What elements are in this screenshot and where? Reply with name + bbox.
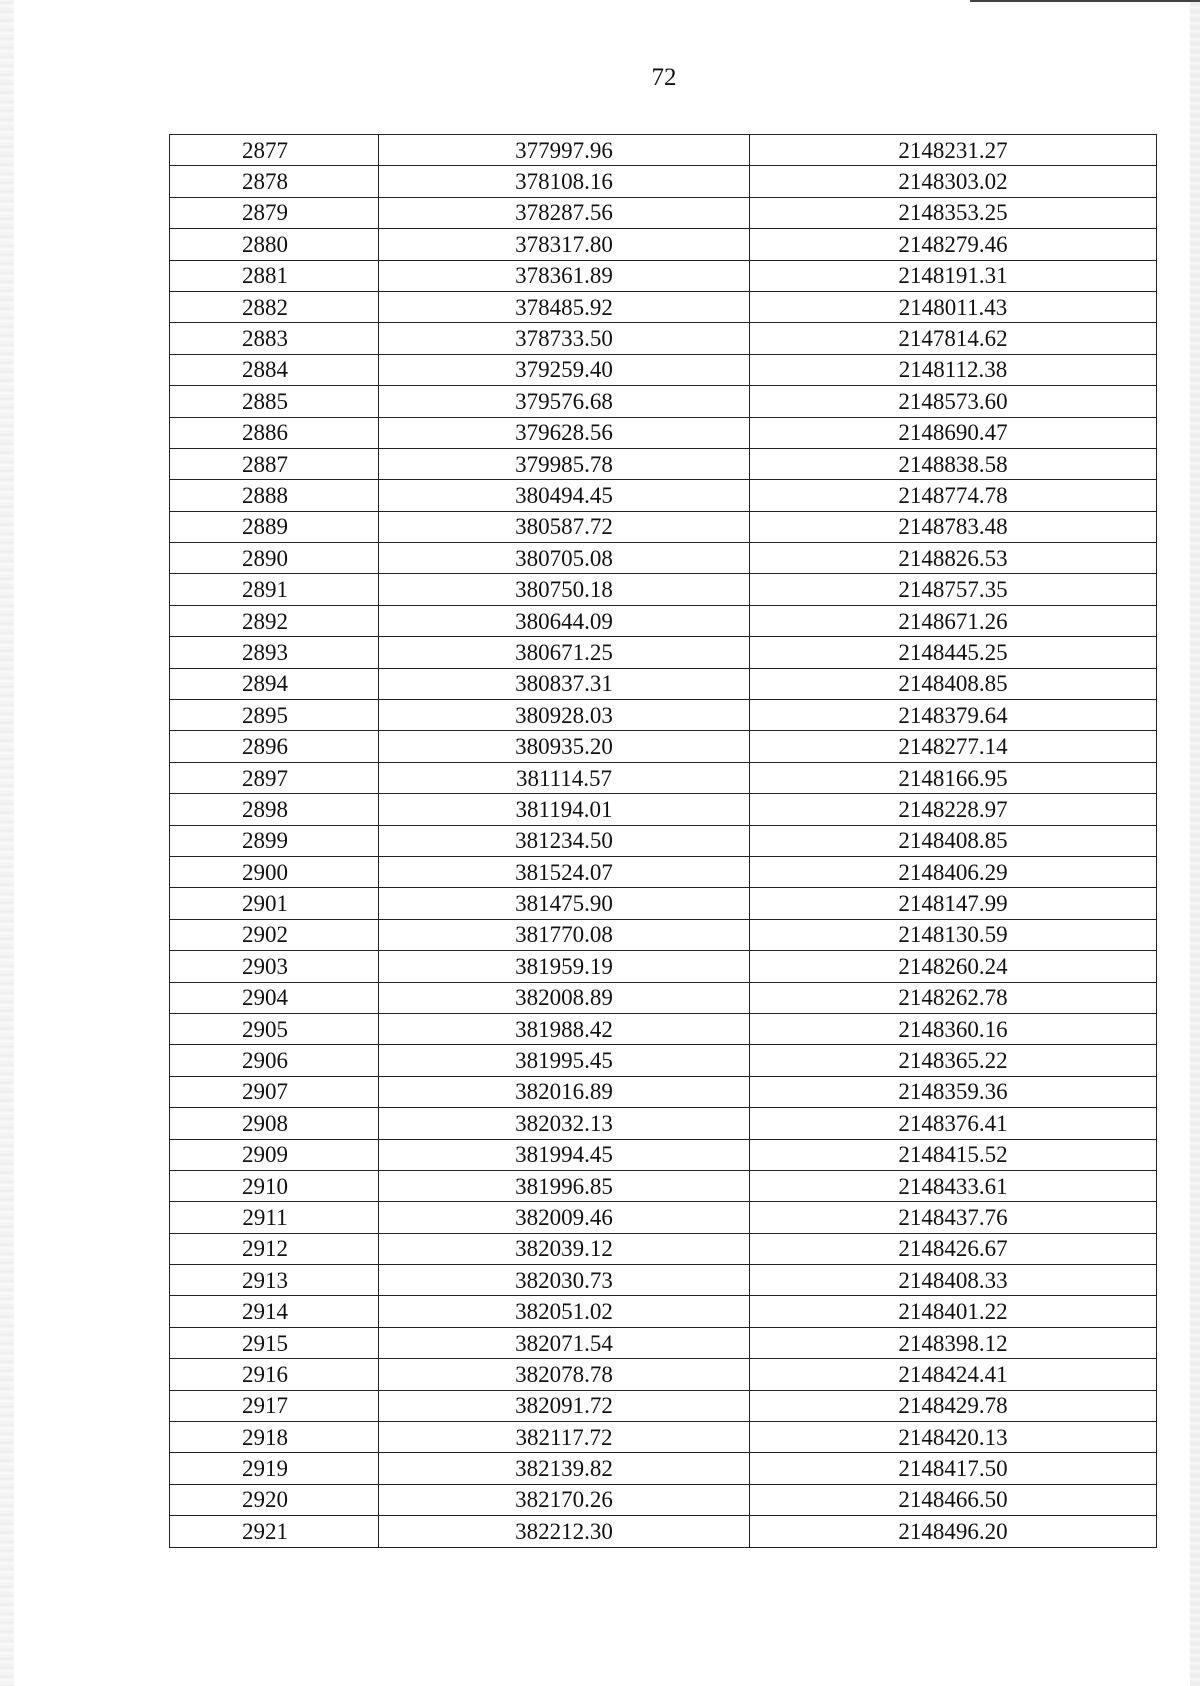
table-row	[170, 1422, 1157, 1453]
page-number: 72	[651, 64, 677, 91]
x-coordinate-cell: 381770.08	[379, 919, 750, 950]
point-id-cell: 2910	[170, 1170, 379, 1201]
x-coordinate-cell: 381959.19	[379, 951, 750, 982]
y-coordinate-cell: 2148191.31	[750, 260, 1157, 291]
x-coordinate-cell: 382051.02	[379, 1296, 750, 1327]
x-coordinate-cell: 382016.89	[379, 1076, 750, 1107]
point-id-cell: 2892	[170, 605, 379, 636]
point-id-cell: 2914	[170, 1296, 379, 1327]
x-coordinate-cell: 381234.50	[379, 825, 750, 856]
x-coordinate-cell: 381996.85	[379, 1170, 750, 1201]
table-row	[170, 291, 1157, 322]
x-coordinate-cell: 382212.30	[379, 1516, 750, 1547]
x-coordinate-cell: 381988.42	[379, 1013, 750, 1044]
point-id-cell: 2887	[170, 448, 379, 479]
x-coordinate-cell: 378733.50	[379, 323, 750, 354]
y-coordinate-cell: 2148408.85	[750, 668, 1157, 699]
table-row	[170, 605, 1157, 636]
x-coordinate-cell: 377997.96	[379, 135, 750, 166]
point-id-cell: 2877	[170, 135, 379, 166]
y-coordinate-cell: 2148231.27	[750, 135, 1157, 166]
table-row	[170, 480, 1157, 511]
y-coordinate-cell: 2148420.13	[750, 1422, 1157, 1453]
y-coordinate-cell: 2148401.22	[750, 1296, 1157, 1327]
table-row	[170, 1076, 1157, 1107]
x-coordinate-cell: 381475.90	[379, 888, 750, 919]
x-coordinate-cell: 381524.07	[379, 856, 750, 887]
point-id-cell: 2893	[170, 637, 379, 668]
point-id-cell: 2890	[170, 543, 379, 574]
table-row	[170, 856, 1157, 887]
x-coordinate-cell: 378287.56	[379, 197, 750, 228]
x-coordinate-cell: 380750.18	[379, 574, 750, 605]
y-coordinate-cell: 2148671.26	[750, 605, 1157, 636]
point-id-cell: 2916	[170, 1359, 379, 1390]
x-coordinate-cell: 381194.01	[379, 794, 750, 825]
x-coordinate-cell: 382030.73	[379, 1265, 750, 1296]
x-coordinate-cell: 378485.92	[379, 291, 750, 322]
point-id-cell: 2878	[170, 166, 379, 197]
y-coordinate-cell: 2148774.78	[750, 480, 1157, 511]
x-coordinate-cell: 379628.56	[379, 417, 750, 448]
y-coordinate-cell: 2148757.35	[750, 574, 1157, 605]
x-coordinate-cell: 380837.31	[379, 668, 750, 699]
table-row	[170, 166, 1157, 197]
table-row	[170, 825, 1157, 856]
y-coordinate-cell: 2148429.78	[750, 1390, 1157, 1421]
point-id-cell: 2903	[170, 951, 379, 982]
point-id-cell: 2911	[170, 1202, 379, 1233]
y-coordinate-cell: 2147814.62	[750, 323, 1157, 354]
point-id-cell: 2918	[170, 1422, 379, 1453]
table-row	[170, 762, 1157, 793]
y-coordinate-cell: 2148838.58	[750, 448, 1157, 479]
y-coordinate-cell: 2148417.50	[750, 1453, 1157, 1484]
y-coordinate-cell: 2148277.14	[750, 731, 1157, 762]
table-row	[170, 1359, 1157, 1390]
table-row	[170, 1296, 1157, 1327]
table-row	[170, 1453, 1157, 1484]
x-coordinate-cell: 380935.20	[379, 731, 750, 762]
point-id-cell: 2902	[170, 919, 379, 950]
point-id-cell: 2888	[170, 480, 379, 511]
y-coordinate-cell: 2148437.76	[750, 1202, 1157, 1233]
table-row	[170, 1516, 1157, 1547]
x-coordinate-cell: 382008.89	[379, 982, 750, 1013]
table-row	[170, 794, 1157, 825]
x-coordinate-cell: 382091.72	[379, 1390, 750, 1421]
point-id-cell: 2879	[170, 197, 379, 228]
point-id-cell: 2904	[170, 982, 379, 1013]
x-coordinate-cell: 380494.45	[379, 480, 750, 511]
point-id-cell: 2895	[170, 700, 379, 731]
table-row	[170, 1202, 1157, 1233]
y-coordinate-cell: 2148262.78	[750, 982, 1157, 1013]
y-coordinate-cell: 2148376.41	[750, 1108, 1157, 1139]
x-coordinate-cell: 381994.45	[379, 1139, 750, 1170]
point-id-cell: 2915	[170, 1327, 379, 1358]
scan-edge-left	[0, 0, 14, 1686]
y-coordinate-cell: 2148466.50	[750, 1484, 1157, 1515]
y-coordinate-cell: 2148445.25	[750, 637, 1157, 668]
x-coordinate-cell: 382009.46	[379, 1202, 750, 1233]
scan-top-rule	[970, 0, 1200, 2]
table-row	[170, 417, 1157, 448]
x-coordinate-cell: 381995.45	[379, 1045, 750, 1076]
point-id-cell: 2897	[170, 762, 379, 793]
point-id-cell: 2891	[170, 574, 379, 605]
y-coordinate-cell: 2148379.64	[750, 700, 1157, 731]
point-id-cell: 2907	[170, 1076, 379, 1107]
point-id-cell: 2881	[170, 260, 379, 291]
point-id-cell: 2885	[170, 386, 379, 417]
coordinate-table-body	[170, 135, 1157, 1548]
table-row	[170, 919, 1157, 950]
table-row	[170, 731, 1157, 762]
point-id-cell: 2912	[170, 1233, 379, 1264]
x-coordinate-cell: 378317.80	[379, 229, 750, 260]
x-coordinate-cell: 382139.82	[379, 1453, 750, 1484]
table-row	[170, 1327, 1157, 1358]
table-row	[170, 888, 1157, 919]
table-row	[170, 1265, 1157, 1296]
y-coordinate-cell: 2148011.43	[750, 291, 1157, 322]
point-id-cell: 2919	[170, 1453, 379, 1484]
y-coordinate-cell: 2148424.41	[750, 1359, 1157, 1390]
x-coordinate-cell: 381114.57	[379, 762, 750, 793]
table-row	[170, 1013, 1157, 1044]
table-row	[170, 637, 1157, 668]
table-row	[170, 135, 1157, 166]
table-row	[170, 982, 1157, 1013]
y-coordinate-cell: 2148426.67	[750, 1233, 1157, 1264]
point-id-cell: 2906	[170, 1045, 379, 1076]
y-coordinate-cell: 2148690.47	[750, 417, 1157, 448]
point-id-cell: 2901	[170, 888, 379, 919]
scan-edge-right	[1190, 0, 1200, 1686]
table-row	[170, 951, 1157, 982]
x-coordinate-cell: 380705.08	[379, 543, 750, 574]
x-coordinate-cell: 379576.68	[379, 386, 750, 417]
table-row	[170, 229, 1157, 260]
y-coordinate-cell: 2148303.02	[750, 166, 1157, 197]
point-id-cell: 2900	[170, 856, 379, 887]
table-row	[170, 1390, 1157, 1421]
point-id-cell: 2898	[170, 794, 379, 825]
point-id-cell: 2883	[170, 323, 379, 354]
y-coordinate-cell: 2148279.46	[750, 229, 1157, 260]
table-row	[170, 700, 1157, 731]
x-coordinate-cell: 380644.09	[379, 605, 750, 636]
y-coordinate-cell: 2148360.16	[750, 1013, 1157, 1044]
y-coordinate-cell: 2148130.59	[750, 919, 1157, 950]
x-coordinate-cell: 382117.72	[379, 1422, 750, 1453]
y-coordinate-cell: 2148166.95	[750, 762, 1157, 793]
x-coordinate-cell: 380671.25	[379, 637, 750, 668]
y-coordinate-cell: 2148365.22	[750, 1045, 1157, 1076]
x-coordinate-cell: 382170.26	[379, 1484, 750, 1515]
y-coordinate-cell: 2148433.61	[750, 1170, 1157, 1201]
y-coordinate-cell: 2148826.53	[750, 543, 1157, 574]
point-id-cell: 2882	[170, 291, 379, 322]
x-coordinate-cell: 382039.12	[379, 1233, 750, 1264]
point-id-cell: 2896	[170, 731, 379, 762]
y-coordinate-cell: 2148359.36	[750, 1076, 1157, 1107]
table-row	[170, 1139, 1157, 1170]
point-id-cell: 2920	[170, 1484, 379, 1515]
y-coordinate-cell: 2148260.24	[750, 951, 1157, 982]
table-row	[170, 1045, 1157, 1076]
table-row	[170, 1233, 1157, 1264]
y-coordinate-cell: 2148112.38	[750, 354, 1157, 385]
x-coordinate-cell: 382071.54	[379, 1327, 750, 1358]
table-row	[170, 386, 1157, 417]
y-coordinate-cell: 2148353.25	[750, 197, 1157, 228]
point-id-cell: 2880	[170, 229, 379, 260]
table-row	[170, 1108, 1157, 1139]
y-coordinate-cell: 2148573.60	[750, 386, 1157, 417]
table-row	[170, 668, 1157, 699]
x-coordinate-cell: 382032.13	[379, 1108, 750, 1139]
y-coordinate-cell: 2148408.33	[750, 1265, 1157, 1296]
table-row	[170, 448, 1157, 479]
x-coordinate-cell: 380928.03	[379, 700, 750, 731]
y-coordinate-cell: 2148415.52	[750, 1139, 1157, 1170]
table-row	[170, 260, 1157, 291]
y-coordinate-cell: 2148496.20	[750, 1516, 1157, 1547]
point-id-cell: 2905	[170, 1013, 379, 1044]
table-row	[170, 323, 1157, 354]
point-id-cell: 2913	[170, 1265, 379, 1296]
y-coordinate-cell: 2148783.48	[750, 511, 1157, 542]
x-coordinate-cell: 378108.16	[379, 166, 750, 197]
table-row	[170, 354, 1157, 385]
x-coordinate-cell: 380587.72	[379, 511, 750, 542]
table-row	[170, 511, 1157, 542]
point-id-cell: 2908	[170, 1108, 379, 1139]
x-coordinate-cell: 379985.78	[379, 448, 750, 479]
table-row	[170, 1484, 1157, 1515]
y-coordinate-cell: 2148147.99	[750, 888, 1157, 919]
x-coordinate-cell: 378361.89	[379, 260, 750, 291]
point-id-cell: 2921	[170, 1516, 379, 1547]
point-id-cell: 2917	[170, 1390, 379, 1421]
point-id-cell: 2899	[170, 825, 379, 856]
y-coordinate-cell: 2148398.12	[750, 1327, 1157, 1358]
coordinate-table	[169, 134, 1157, 1548]
table-row	[170, 197, 1157, 228]
y-coordinate-cell: 2148408.85	[750, 825, 1157, 856]
table-row	[170, 1170, 1157, 1201]
y-coordinate-cell: 2148228.97	[750, 794, 1157, 825]
table-row	[170, 543, 1157, 574]
point-id-cell: 2886	[170, 417, 379, 448]
x-coordinate-cell: 382078.78	[379, 1359, 750, 1390]
point-id-cell: 2884	[170, 354, 379, 385]
point-id-cell: 2894	[170, 668, 379, 699]
x-coordinate-cell: 379259.40	[379, 354, 750, 385]
point-id-cell: 2909	[170, 1139, 379, 1170]
point-id-cell: 2889	[170, 511, 379, 542]
y-coordinate-cell: 2148406.29	[750, 856, 1157, 887]
table-row	[170, 574, 1157, 605]
